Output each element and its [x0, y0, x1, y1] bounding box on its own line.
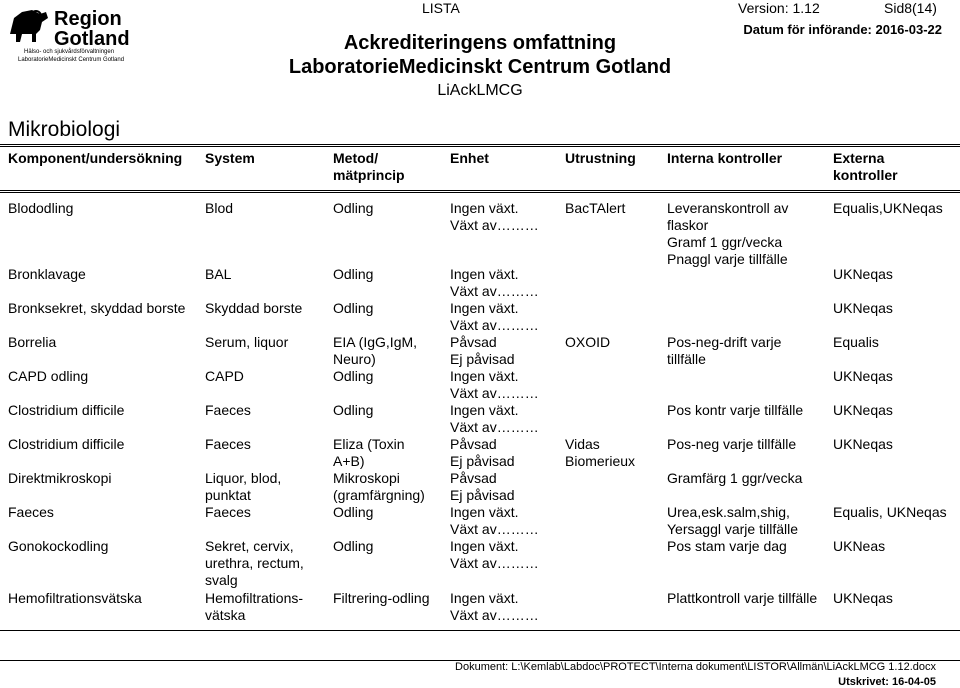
cell-interna	[667, 470, 802, 487]
cell-komponent	[8, 436, 124, 453]
page-title-lab: LaboratorieMedicinskt Centrum Gotland	[288, 56, 672, 78]
cell-metod	[333, 300, 373, 317]
cell-enhet	[450, 266, 539, 300]
cell-interna-line: Gramf 1 ggr/vecka	[667, 234, 783, 250]
cell-externa-line: UKNeqas	[833, 368, 893, 384]
cell-system-line: Serum, liquor	[205, 334, 289, 350]
doc-type-label: LISTA	[422, 0, 460, 16]
cell-interna-line: Pos kontr varje tillfälle	[667, 402, 804, 418]
cell-komponent	[8, 334, 56, 351]
col-header-utrustning: Utrustning	[565, 150, 636, 166]
cell-externa-line: UKNeas	[833, 538, 886, 554]
col-header-metod	[333, 150, 405, 184]
cell-metod-line: Odling	[333, 266, 374, 282]
cell-metod-line: (gramfärgning)	[333, 487, 425, 503]
cell-interna-line: tillfälle	[667, 351, 706, 367]
cell-metod-line: Odling	[333, 368, 374, 384]
cell-enhet-line: Växt av………	[450, 283, 539, 299]
cell-enhet-line: Ej påvisad	[450, 487, 515, 503]
cell-utrustning-line: Biomerieux	[565, 453, 636, 469]
col-header-metod-line1: Metod/	[333, 150, 379, 166]
cell-utrustning	[565, 334, 610, 351]
cell-system-line: Blod	[205, 200, 234, 216]
cell-system	[205, 402, 251, 419]
cell-metod-line: Odling	[333, 538, 374, 554]
cell-externa-line: Equalis	[833, 334, 879, 350]
cell-system	[205, 470, 281, 504]
cell-enhet	[450, 436, 515, 470]
cell-system	[205, 266, 231, 283]
cell-enhet-line: Ingen växt.	[450, 402, 519, 418]
cell-enhet-line: Ingen växt.	[450, 538, 519, 554]
cell-enhet-line: Växt av………	[450, 521, 539, 537]
cell-system-line: Faeces	[205, 402, 251, 418]
cell-enhet	[450, 368, 539, 402]
cell-system-line: punktat	[205, 487, 251, 503]
cell-enhet-line: Påvsad	[450, 436, 497, 452]
cell-metod-line: Odling	[333, 200, 374, 216]
footer-printed-date: Utskrivet: 16-04-05	[838, 676, 936, 688]
cell-enhet	[450, 470, 515, 504]
cell-enhet	[450, 538, 539, 572]
cell-komponent-line: Clostridium difficile	[8, 402, 125, 418]
cell-system-line: Skyddad borste	[205, 300, 303, 316]
cell-interna-line: Pos-neg-drift varje	[667, 334, 782, 350]
cell-metod-line: Odling	[333, 504, 374, 520]
cell-enhet-line: Påvsad	[450, 470, 497, 486]
cell-komponent-line: Bronklavage	[8, 266, 86, 282]
cell-metod-line: Mikroskopi	[333, 470, 400, 486]
cell-komponent	[8, 538, 108, 555]
cell-externa	[833, 334, 879, 351]
cell-system	[205, 200, 233, 217]
logo-gotland-text: Gotland	[54, 28, 130, 50]
cell-komponent	[8, 266, 86, 283]
cell-system	[205, 334, 288, 351]
cell-interna	[667, 200, 788, 268]
cell-komponent-line: Faeces	[8, 504, 54, 520]
cell-utrustning	[565, 436, 635, 470]
col-header-system: System	[205, 150, 255, 166]
cell-metod	[333, 402, 373, 419]
cell-enhet-line: Ingen växt.	[450, 266, 519, 282]
cell-komponent-line: Clostridium difficile	[8, 436, 125, 452]
cell-system-line: svalg	[205, 572, 238, 588]
cell-externa	[833, 504, 947, 521]
cell-system	[205, 504, 251, 521]
cell-komponent	[8, 504, 54, 521]
cell-metod-line: Eliza (Toxin	[333, 436, 405, 452]
cell-komponent	[8, 300, 185, 317]
cell-metod	[333, 470, 425, 504]
cell-externa-line: UKNeqas	[833, 402, 893, 418]
cell-externa	[833, 368, 893, 385]
logo-org-text: Hälso- och sjukvårdsförvaltningen	[24, 49, 115, 55]
cell-enhet	[450, 590, 539, 624]
cell-komponent-line: Gonokockodling	[8, 538, 109, 554]
page-title: Ackrediteringens omfattning	[343, 32, 617, 54]
cell-enhet-line: Växt av………	[450, 419, 539, 435]
cell-system-line: Liquor, blod,	[205, 470, 282, 486]
cell-metod-line: Odling	[333, 300, 374, 316]
cell-system-line: CAPD	[205, 368, 244, 384]
cell-metod	[333, 200, 373, 217]
cell-system-line: urethra, rectum,	[205, 555, 304, 571]
cell-interna-line: Gramfärg 1 ggr/vecka	[667, 470, 803, 486]
cell-system-line: Hemofiltrations-	[205, 590, 304, 606]
cell-komponent-line: Hemofiltrationsvätska	[8, 590, 142, 606]
cell-interna	[667, 590, 817, 607]
cell-metod-line: Odling	[333, 402, 374, 418]
cell-enhet-line: Växt av………	[450, 555, 539, 571]
col-header-externa-line2: kontroller	[833, 167, 898, 183]
cell-metod	[333, 368, 373, 385]
cell-komponent	[8, 368, 88, 385]
cell-interna-line: Leveranskontroll av	[667, 200, 789, 216]
cell-utrustning	[565, 200, 625, 217]
cell-system	[205, 300, 302, 317]
cell-enhet-line: Ej påvisad	[450, 351, 515, 367]
cell-interna-line: Plattkontroll varje tillfälle	[667, 590, 818, 606]
cell-enhet-line: Ingen växt.	[450, 504, 519, 520]
header-top-rule	[0, 144, 960, 147]
cell-enhet	[450, 200, 539, 234]
cell-system-line: Faeces	[205, 504, 251, 520]
col-header-enhet: Enhet	[450, 150, 489, 166]
cell-externa-line: UKNeqas	[833, 266, 893, 282]
cell-interna-line: Yersaggl varje tillfälle	[667, 521, 798, 537]
table-end-rule	[0, 630, 960, 631]
cell-metod	[333, 504, 373, 521]
version-label: Version: 1.12	[738, 0, 820, 16]
cell-utrustning-line: BacTAlert	[565, 200, 626, 216]
cell-system	[205, 590, 303, 624]
cell-metod	[333, 590, 429, 607]
cell-enhet-line: Växt av………	[450, 317, 539, 333]
cell-interna	[667, 334, 781, 368]
cell-system-line: Sekret, cervix,	[205, 538, 294, 554]
cell-enhet	[450, 334, 515, 368]
cell-utrustning-line: Vidas	[565, 436, 600, 452]
col-header-komponent: Komponent/undersökning	[8, 150, 183, 166]
cell-system	[205, 538, 304, 589]
cell-enhet-line: Växt av………	[450, 607, 539, 623]
cell-interna	[667, 436, 796, 453]
cell-metod	[333, 538, 373, 555]
cell-enhet-line: Påvsad	[450, 334, 497, 350]
cell-externa	[833, 266, 893, 283]
cell-externa	[833, 590, 893, 607]
cell-metod-line: EIA (IgG,IgM,	[333, 334, 418, 350]
cell-utrustning-line: OXOID	[565, 334, 611, 350]
cell-komponent-line: Blododling	[8, 200, 74, 216]
cell-enhet-line: Växt av………	[450, 385, 539, 401]
cell-externa-line: UKNeqas	[833, 300, 893, 316]
cell-system-line: vätska	[205, 607, 246, 623]
page-number-label: Sid8(14)	[884, 0, 937, 16]
logo-lab-text: LaboratorieMedicinskt Centrum Gotland	[18, 57, 125, 63]
cell-metod	[333, 436, 405, 470]
cell-enhet-line: Ingen växt.	[450, 590, 519, 606]
cell-externa	[833, 436, 893, 453]
cell-externa-line: Equalis, UKNeqas	[833, 504, 947, 520]
cell-interna	[667, 504, 798, 538]
cell-komponent	[8, 200, 73, 217]
cell-system	[205, 436, 251, 453]
col-header-externa	[833, 150, 898, 184]
cell-externa-line: UKNeqas	[833, 590, 893, 606]
cell-externa	[833, 200, 943, 217]
cell-komponent-line: Borrelia	[8, 334, 57, 350]
cell-enhet	[450, 300, 539, 334]
cell-externa	[833, 538, 885, 555]
cell-komponent	[8, 402, 124, 419]
cell-komponent-line: CAPD odling	[8, 368, 89, 384]
col-header-interna: Interna kontroller	[667, 150, 783, 166]
cell-interna-line: Pnaggl varje tillfälle	[667, 251, 788, 267]
cell-enhet-line: Ingen växt.	[450, 368, 519, 384]
cell-metod-line: Filtrering-odling	[333, 590, 430, 606]
cell-interna-line: Urea,esk.salm,shig,	[667, 504, 790, 520]
cell-interna-line: Pos stam varje dag	[667, 538, 787, 554]
col-header-externa-line1: Externa	[833, 150, 885, 166]
cell-system-line: BAL	[205, 266, 232, 282]
cell-system-line: Faeces	[205, 436, 251, 452]
footer-document-path: Dokument: L:\Kemlab\Labdoc\PROTECT\Interna dokument\LISTOR\Allmän\LiAckLMCG 1.12.docx	[455, 661, 936, 673]
logo-region-text: Region	[54, 8, 122, 30]
cell-externa-line: UKNeqas	[833, 436, 893, 452]
cell-enhet-line: Växt av………	[450, 217, 539, 233]
cell-enhet	[450, 402, 539, 436]
cell-metod	[333, 334, 417, 368]
cell-enhet-line: Ingen växt.	[450, 200, 519, 216]
cell-metod	[333, 266, 373, 283]
cell-enhet-line: Ingen växt.	[450, 300, 519, 316]
cell-externa-line: Equalis,UKNeqas	[833, 200, 943, 216]
cell-interna	[667, 538, 787, 555]
section-title: Mikrobiologi	[8, 118, 121, 141]
cell-komponent-line: Bronksekret, skyddad borste	[8, 300, 186, 316]
cell-komponent	[8, 590, 142, 607]
cell-komponent	[8, 470, 111, 487]
cell-enhet	[450, 504, 539, 538]
cell-metod-line: A+B)	[333, 453, 365, 469]
datum-label: Datum för införande: 2016-03-22	[743, 22, 942, 37]
cell-interna	[667, 402, 803, 419]
cell-externa	[833, 402, 893, 419]
cell-system	[205, 368, 244, 385]
cell-komponent-line: Direktmikroskopi	[8, 470, 112, 486]
cell-interna-line: flaskor	[667, 217, 709, 233]
col-header-metod-line2: mätprincip	[333, 167, 405, 183]
cell-interna-line: Pos-neg varje tillfälle	[667, 436, 797, 452]
header-bottom-rule	[0, 190, 960, 193]
cell-metod-line: Neuro)	[333, 351, 376, 367]
page-subtitle: LiAckLMCG	[437, 82, 523, 99]
cell-enhet-line: Ej påvisad	[450, 453, 515, 469]
cell-externa	[833, 300, 893, 317]
